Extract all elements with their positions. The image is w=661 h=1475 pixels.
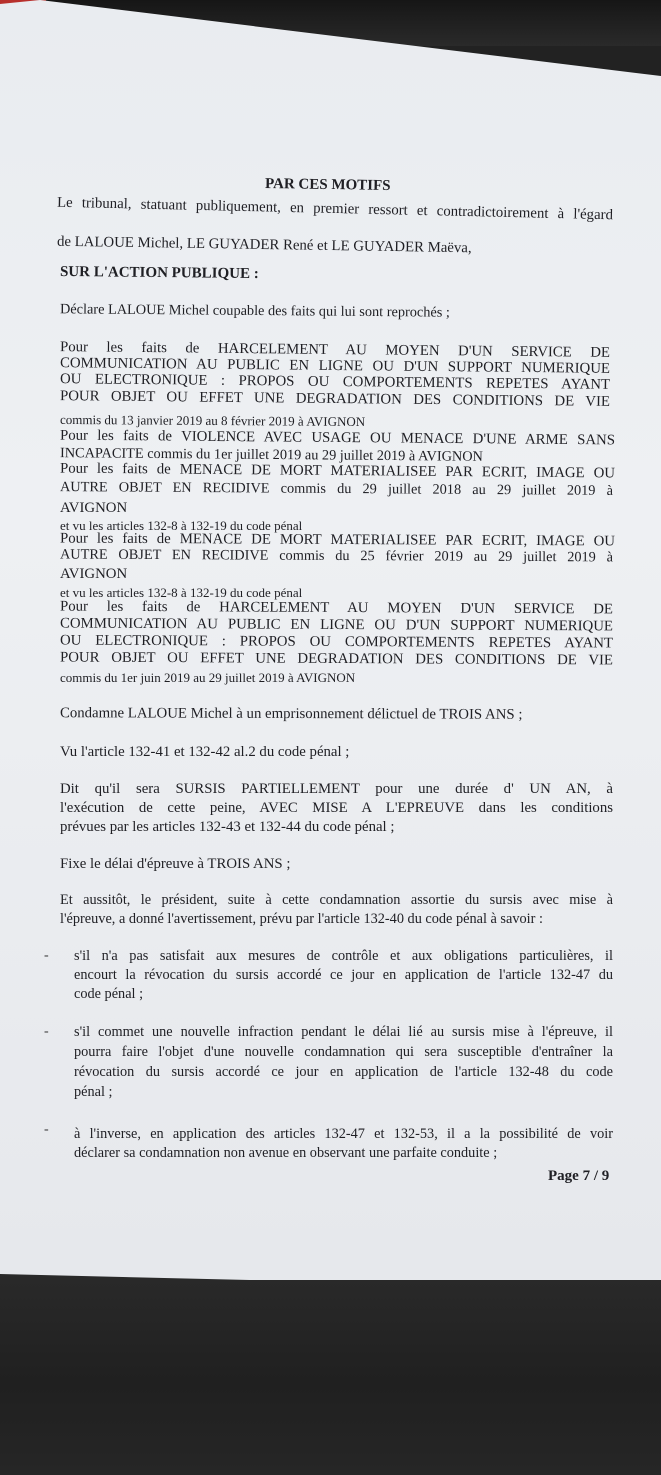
bullet-dash-icon: - xyxy=(44,948,49,963)
fact-line: OU ELECTRONIQUE : PROPOS OU COMPORTEMENTS REPETES AYANT xyxy=(59,632,614,652)
bullet-line: encourt la révocation du sursis accordé ce jour en application de l'article 132-47 du xyxy=(74,967,613,983)
fact-line: commis du 1er juin 2019 au 29 juillet 2019 à AVIGNON xyxy=(60,670,356,685)
fact-line: AUTRE OBJET EN RECIDIVE commis du 25 février 2019 au 29 juillet 2019 à xyxy=(59,546,614,566)
fact-line: et vu les articles 132-8 à 132-19 du code pénal xyxy=(60,585,303,600)
fact-line: OU ELECTRONIQUE : PROPOS OU COMPORTEMENTS REPETES AYANT xyxy=(59,371,611,393)
avertissement-line: Et aussitôt, le président, suite à cette condamnation assortie du sursis avec mise à xyxy=(60,892,613,908)
fact-line: AUTRE OBJET EN RECIDIVE commis du 29 juillet 2018 au 29 juillet 2019 à xyxy=(59,479,614,499)
fact-line: COMMUNICATION AU PUBLIC EN LIGNE OU D'UN SUPPORT NUMERIQUE xyxy=(59,355,611,377)
fact-line: commis du 13 janvier 2019 au 8 février 2019 à AVIGNON xyxy=(59,411,366,430)
bullet-dash-icon: - xyxy=(44,1024,49,1039)
fact-line: et vu les articles 132-8 à 132-19 du code pénal xyxy=(60,518,303,533)
fact-line: Pour les faits de HARCELEMENT AU MOYEN D'UN SERVICE DE xyxy=(59,339,611,361)
sursis-line: l'exécution de cette peine, AVEC MISE A L'EPREUVE dans les conditions xyxy=(60,800,613,816)
section-title: SUR L'ACTION PUBLIQUE : xyxy=(59,263,259,283)
fact-line: AVIGNON xyxy=(60,566,128,582)
background-fabric-bottom xyxy=(0,1270,661,1475)
fact-line: Pour les faits de VIOLENCE AVEC USAGE OU MENACE D'UNE ARME SANS xyxy=(59,427,616,449)
bullet-line: s'il commet une nouvelle infraction pendant le délai lié au sursis mise à l'épreuve, il xyxy=(74,1024,613,1040)
fact-line: AVIGNON xyxy=(60,500,128,516)
declare-line: Déclare LALOUE Michel coupable des faits qui lui sont reprochés ; xyxy=(59,301,450,321)
bullet-line: pourra faire l'objet d'une nouvelle condamnation qui sera susceptible d'entraîner la xyxy=(74,1044,613,1060)
fact-line: COMMUNICATION AU PUBLIC EN LIGNE OU D'UN SUPPORT NUMERIQUE xyxy=(59,615,614,635)
bullet-line: déclarer sa condamnation non avenue en observant une parfaite conduite ; xyxy=(74,1145,498,1161)
fact-line: Pour les faits de HARCELEMENT AU MOYEN D'UN SERVICE DE xyxy=(59,598,614,618)
fact-line: POUR OBJET OU EFFET UNE DEGRADATION DES CONDITIONS DE VIE xyxy=(59,388,611,410)
bullet-line: code pénal ; xyxy=(74,986,144,1002)
bullet-line: pénal ; xyxy=(74,1084,113,1100)
fact-line: Pour les faits de MENACE DE MORT MATERIALISEE PAR ECRIT, IMAGE OU xyxy=(59,530,616,550)
bullet-line: révocation du sursis accordé ce jour en application de l'article 132-48 du code xyxy=(74,1064,613,1080)
page-heading: PAR CES MOTIFS xyxy=(264,176,391,194)
page-number: Page 7 / 9 xyxy=(548,1168,610,1184)
fact-line: Pour les faits de MENACE DE MORT MATERIALISEE PAR ECRIT, IMAGE OU xyxy=(59,460,616,482)
sursis-line: prévues par les articles 132-43 et 132-44 du code pénal ; xyxy=(60,819,395,835)
fact-line: INCAPACITE commis du 1er juillet 2019 au 29 juillet 2019 à AVIGNON xyxy=(59,445,483,465)
fact-line: POUR OBJET OU EFFET UNE DEGRADATION DES CONDITIONS DE VIE xyxy=(59,649,614,669)
intro-line: Le tribunal, statuant publiquement, en premier ressort et contradictoirement à l'égard xyxy=(56,194,614,224)
condamne-line: Condamne LALOUE Michel à un emprisonnement délictuel de TROIS ANS ; xyxy=(59,705,523,723)
bullet-line: s'il n'a pas satisfait aux mesures de contrôle et aux obligations particulières, il xyxy=(74,948,613,964)
bullet-line: à l'inverse, en application des articles 132-47 et 132-53, il a la possibilité de voir xyxy=(74,1126,613,1142)
bullet-dash-icon: - xyxy=(44,1122,49,1137)
intro-line: de LALOUE Michel, LE GUYADER René et LE GUYADER Maëva, xyxy=(56,233,472,257)
sursis-line: Dit qu'il sera SURSIS PARTIELLEMENT pour une durée d' UN AN, à xyxy=(60,781,613,797)
avertissement-line: l'épreuve, a donné l'avertissement, prévu par l'article 132-40 du code pénal à savoir : xyxy=(60,911,543,927)
delai-line: Fixe le délai d'épreuve à TROIS ANS ; xyxy=(60,856,291,872)
vu-article-line: Vu l'article 132-41 et 132-42 al.2 du code pénal ; xyxy=(60,744,350,760)
